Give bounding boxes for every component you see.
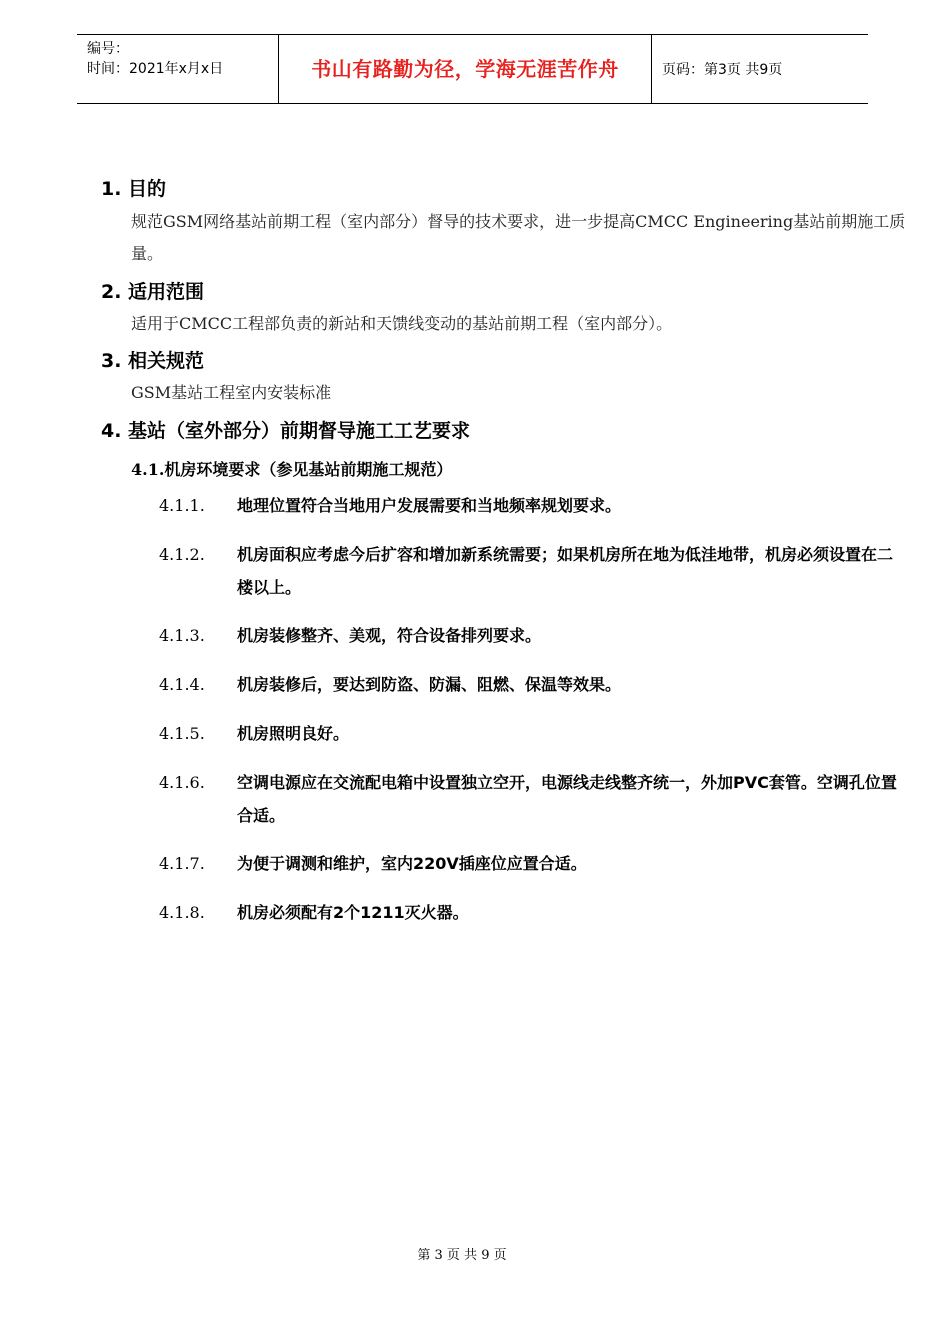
section-body: GSM基站工程室内安装标准 <box>131 383 332 402</box>
item-number: 4.1.7. <box>159 854 205 873</box>
section-title: 1. 目的 <box>101 178 167 200</box>
item-number: 4.1.3. <box>159 626 205 645</box>
header-meta <box>87 39 223 79</box>
item-text: 机房必须配有2个1211灭火器。 <box>237 903 469 922</box>
item-text: 机房装修后，要达到防盗、防漏、阻燃、保温等效果。 <box>237 675 622 694</box>
footer-page-number: 第 3 页 共 9 页 <box>417 1248 507 1263</box>
header-motto: 书山有路勤为径，学海无涯苦作舟 <box>311 57 619 81</box>
header-page-code: 页码：第3页 共9页 <box>662 62 783 78</box>
item-number: 4.1.2. <box>159 545 205 564</box>
item-number: 4.1.8. <box>159 903 205 922</box>
time-label: 时间：2021年x月x日 <box>87 61 224 77</box>
section-title: 4. 基站（室外部分）前期督导施工工艺要求 <box>101 420 471 442</box>
section-body: 规范GSM网络基站前期工程（室内部分）督导的技术要求，进一步提高CMCC Engineering基站前期施工质量。 <box>131 212 906 263</box>
item-text: 机房面积应考虑今后扩容和增加新系统需要；如果机房所在地为低洼地带，机房必须设置在二楼以上。 <box>237 545 894 597</box>
item-number: 4.1.4. <box>159 675 205 694</box>
item-text: 机房装修整齐、美观，符合设备排列要求。 <box>237 626 542 645</box>
item-number: 4.1.1. <box>159 496 205 515</box>
item-text: 地理位置符合当地用户发展需要和当地频率规划要求。 <box>237 496 622 515</box>
section-title: 2. 适用范围 <box>101 281 205 303</box>
serial-label: 编号： <box>87 41 129 57</box>
item-text: 机房照明良好。 <box>237 724 350 743</box>
item-number: 4.1.5. <box>159 724 205 743</box>
page-header <box>77 34 868 104</box>
page-footer <box>0 1244 950 1263</box>
item-number: 4.1.6. <box>159 773 205 792</box>
section-title: 3. 相关规范 <box>101 350 205 372</box>
item-text: 空调电源应在交流配电箱中设置独立空开，电源线走线整齐统一，外加PVC套管。空调孔位置合适。 <box>237 773 897 825</box>
item-text: 为便于调测和维护，室内220V插座位应置合适。 <box>237 854 587 873</box>
section-body: 适用于CMCC工程部负责的新站和天馈线变动的基站前期工程（室内部分）。 <box>131 314 673 333</box>
subsection-title: 4.1.机房环境要求（参见基站前期施工规范） <box>131 460 453 479</box>
